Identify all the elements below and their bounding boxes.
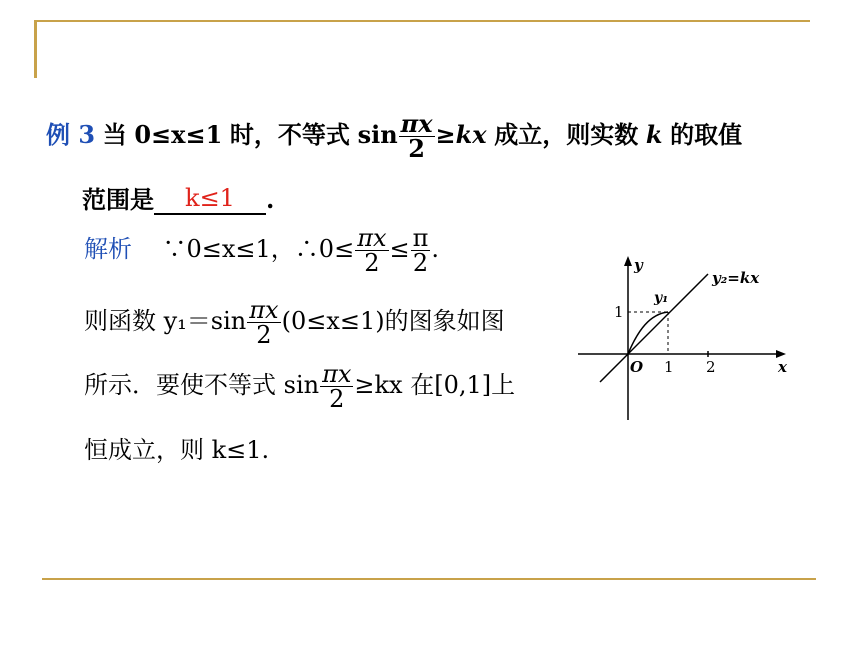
question-text-e: 范围是 <box>82 185 154 214</box>
fraction-denominator: 2 <box>256 321 272 349</box>
solution-l2-a: 则函数 y₁＝sin <box>84 307 247 335</box>
fraction-numerator: πx <box>400 109 433 138</box>
solution-l1-fraction <box>355 226 388 275</box>
y-tick-1: 1 <box>614 303 624 321</box>
solution-line-2 <box>84 298 505 347</box>
question-k: k <box>645 120 663 149</box>
x-tick-1: 1 <box>664 358 674 376</box>
solution-l3-b: ≥kx 在[0,1]上 <box>354 371 516 399</box>
origin-label: O <box>630 358 644 376</box>
solution-label: 解析 <box>84 235 132 263</box>
question-text-d: 的取值 <box>670 120 743 149</box>
fraction-numerator: πx <box>249 296 279 324</box>
decorative-vertical-rule <box>34 20 37 78</box>
solution-l1-c: . <box>431 235 440 263</box>
solution-line-1 <box>84 226 439 275</box>
question-line-2 <box>82 180 274 215</box>
x-tick-2: 2 <box>706 358 716 376</box>
solution-l2-b: (0≤x≤1)的图象如图 <box>281 307 505 335</box>
solution-l1-b: ≤ <box>389 235 410 263</box>
solution-l4: 恒成立，则 k≤1. <box>84 436 270 464</box>
solution-line-4 <box>84 430 269 465</box>
question-text-a: 当 <box>102 120 127 149</box>
question-fn: sin <box>357 120 398 149</box>
fraction-denominator: 2 <box>412 249 429 277</box>
question-text-b: 时，不等式 <box>229 120 350 149</box>
question-line-1 <box>46 109 743 163</box>
solution-l1-a: ∵0≤x≤1，∴0≤ <box>162 235 355 263</box>
decorative-top-rule <box>34 20 810 22</box>
y-axis-label: y <box>634 256 643 274</box>
question-inequality: ≥kx <box>435 120 487 149</box>
question-period: . <box>266 185 275 214</box>
function-graph <box>570 250 800 425</box>
line-label: y₂=kx <box>712 269 760 287</box>
example-tag: 例 3 <box>46 120 96 149</box>
fraction-numerator: πx <box>357 224 387 252</box>
solution-l3-a: 所示．要使不等式 sin <box>84 371 320 399</box>
fraction-denominator: 2 <box>408 134 425 163</box>
fraction-denominator: 2 <box>329 385 345 413</box>
fraction-denominator: 2 <box>364 249 380 277</box>
x-axis-label: x <box>778 358 787 376</box>
y-axis-arrow-icon <box>624 256 632 266</box>
question-fraction <box>399 109 435 163</box>
solution-l3-fraction <box>320 362 353 411</box>
x-axis-arrow-icon <box>776 350 786 358</box>
curve-label: y₁ <box>654 290 669 306</box>
fraction-numerator: π <box>412 224 429 252</box>
solution-l1-fraction-2 <box>411 226 431 275</box>
answer-blank: k≤1 <box>154 183 266 215</box>
decorative-bottom-rule <box>42 578 816 580</box>
solution-l2-fraction <box>247 298 280 347</box>
question-range: 0≤x≤1 <box>134 120 223 149</box>
solution-line-3 <box>84 362 515 411</box>
fraction-numerator: πx <box>322 360 352 388</box>
question-text-c: 成立，则实数 <box>494 120 639 149</box>
